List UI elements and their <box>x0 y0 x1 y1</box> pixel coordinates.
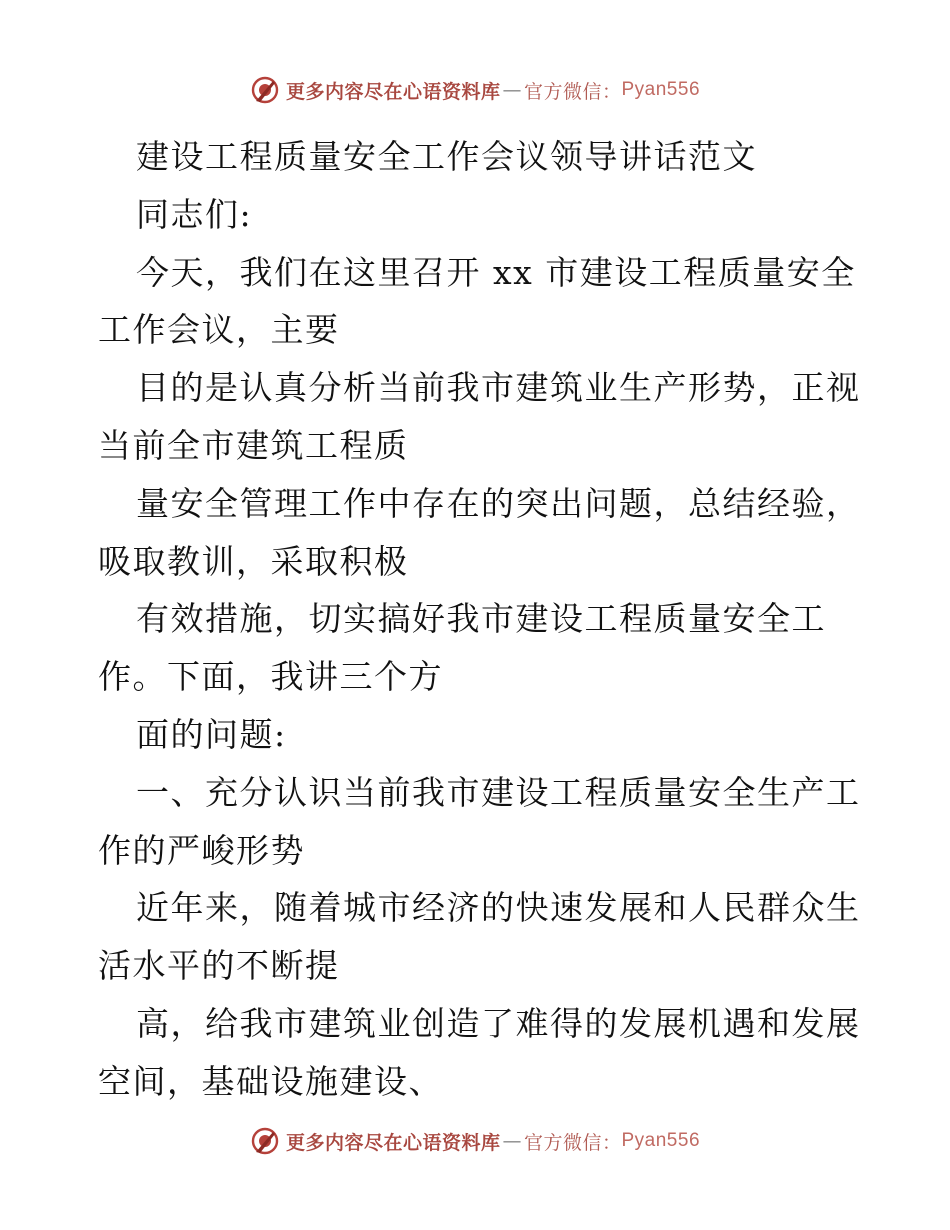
document-text-line: 建设工程质量安全工作会议领导讲话范文 <box>136 137 757 176</box>
document-text-line: 近年来，随着城市经济的快速发展和人民群众生 <box>136 888 861 928</box>
quill-logo-icon <box>250 75 280 105</box>
document-text-line: 量安全管理工作中存在的突出问题，总结经验， <box>136 483 861 523</box>
banner-separator: — <box>502 1130 522 1152</box>
document-text-line: 当前全市建筑工程质 <box>98 425 409 465</box>
document-text-line: 高，给我市建筑业创造了难得的发展机遇和发展 <box>136 1003 861 1043</box>
document-text-line: 同志们: <box>136 194 253 234</box>
banner-wechat-account: Pyan556 <box>621 79 701 100</box>
document-text-line: 有效措施，切实搞好我市建设工程质量安全工 <box>136 599 826 639</box>
document-body <box>98 128 861 1111</box>
banner-brand-text: 更多内容尽在心语资料库 <box>285 80 501 103</box>
footer-watermark-banner <box>0 1121 950 1161</box>
document-text-line: 目的是认真分析当前我市建筑业生产形势，正视 <box>136 368 861 408</box>
document-text-line: 今天，我们在这里召开 xx 市建设工程质量安全 <box>136 252 856 292</box>
document-text-line: 吸取教训，采取积极 <box>98 541 409 581</box>
banner-wechat-label: 官方微信： <box>523 80 622 103</box>
banner-wechat-account: Pyan556 <box>621 1130 701 1151</box>
document-text-line: 面的问题: <box>136 714 287 754</box>
header-watermark-banner <box>0 70 950 110</box>
document-text-line: 工作会议，主要 <box>98 310 340 350</box>
banner-wechat-label: 官方微信： <box>523 1131 622 1154</box>
banner-separator: — <box>502 79 522 101</box>
document-text-line: 作。下面，我讲三个方 <box>98 657 443 697</box>
quill-logo-icon <box>250 1126 280 1156</box>
document-text-line: 一、充分认识当前我市建设工程质量安全生产工 <box>136 772 861 812</box>
banner-brand-text: 更多内容尽在心语资料库 <box>285 1131 501 1154</box>
document-text-line: 活水平的不断提 <box>98 946 340 986</box>
document-text-line: 作的严峻形势 <box>98 830 305 870</box>
document-text-line: 空间，基础设施建设、 <box>98 1061 443 1101</box>
